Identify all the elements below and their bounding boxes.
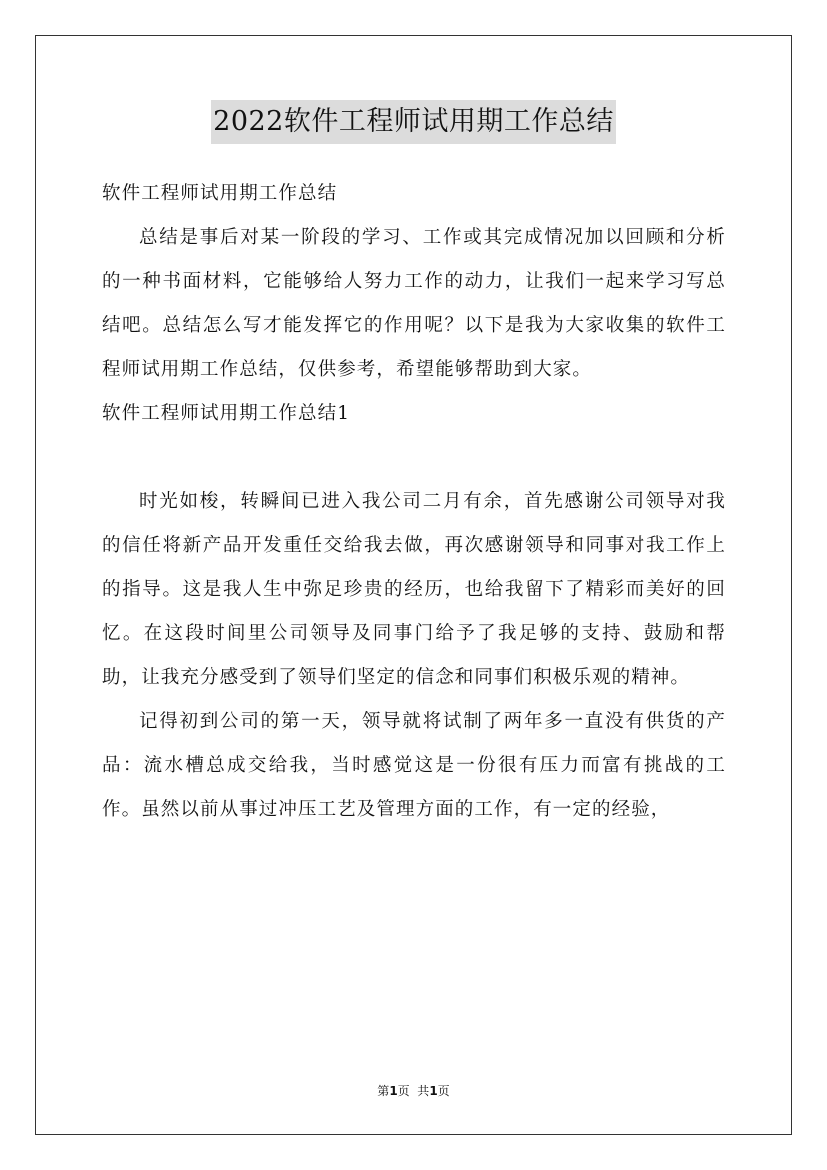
- page-footer: [0, 1082, 827, 1099]
- document-title: 2022软件工程师试用期工作总结: [211, 100, 616, 144]
- section-heading: 软件工程师试用期工作总结1: [102, 403, 351, 424]
- footer-page-suffix: 页: [437, 1084, 450, 1098]
- document-subtitle: 软件工程师试用期工作总结: [102, 183, 338, 204]
- body-paragraph-2: 记得初到公司的第一天，领导就将试制了两年多一直没有供货的产品：流水槽总成交给我，当时感觉这是一份很有压力而富有挑战的工作。虽然以前从事过冲压工艺及管理方面的工作，有一定的经验，: [102, 711, 726, 820]
- footer-page-prefix: 第: [377, 1084, 390, 1098]
- blank-line: [102, 436, 726, 480]
- document-body: [102, 172, 726, 832]
- body-paragraph-1: 时光如梭，转瞬间已进入我公司二月有余，首先感谢公司领导对我的信任将新产品开发重任交给我去做，再次感谢领导和同事对我工作上的指导。这是我人生中弥足珍贵的经历，也给我留下了精彩而美好的回忆。在这段时间里公司领导及同事门给予了我足够的支持、鼓励和帮助，让我充分感受到了领导们坚定的信念和同事们积极乐观的精神。: [102, 491, 726, 688]
- intro-paragraph: 总结是事后对某一阶段的学习、工作或其完成情况加以回顾和分析的一种书面材料，它能够给人努力工作的动力，让我们一起来学习写总结吧。总结怎么写才能发挥它的作用呢？以下是我为大家收集的软件工程师试用期工作总结，仅供参考，希望能够帮助到大家。: [102, 227, 726, 380]
- title-wrap: [0, 100, 827, 144]
- footer-page-mid: 页 共: [397, 1084, 430, 1098]
- footer-page-current: 1: [389, 1084, 398, 1098]
- footer-page-total: 1: [429, 1084, 438, 1098]
